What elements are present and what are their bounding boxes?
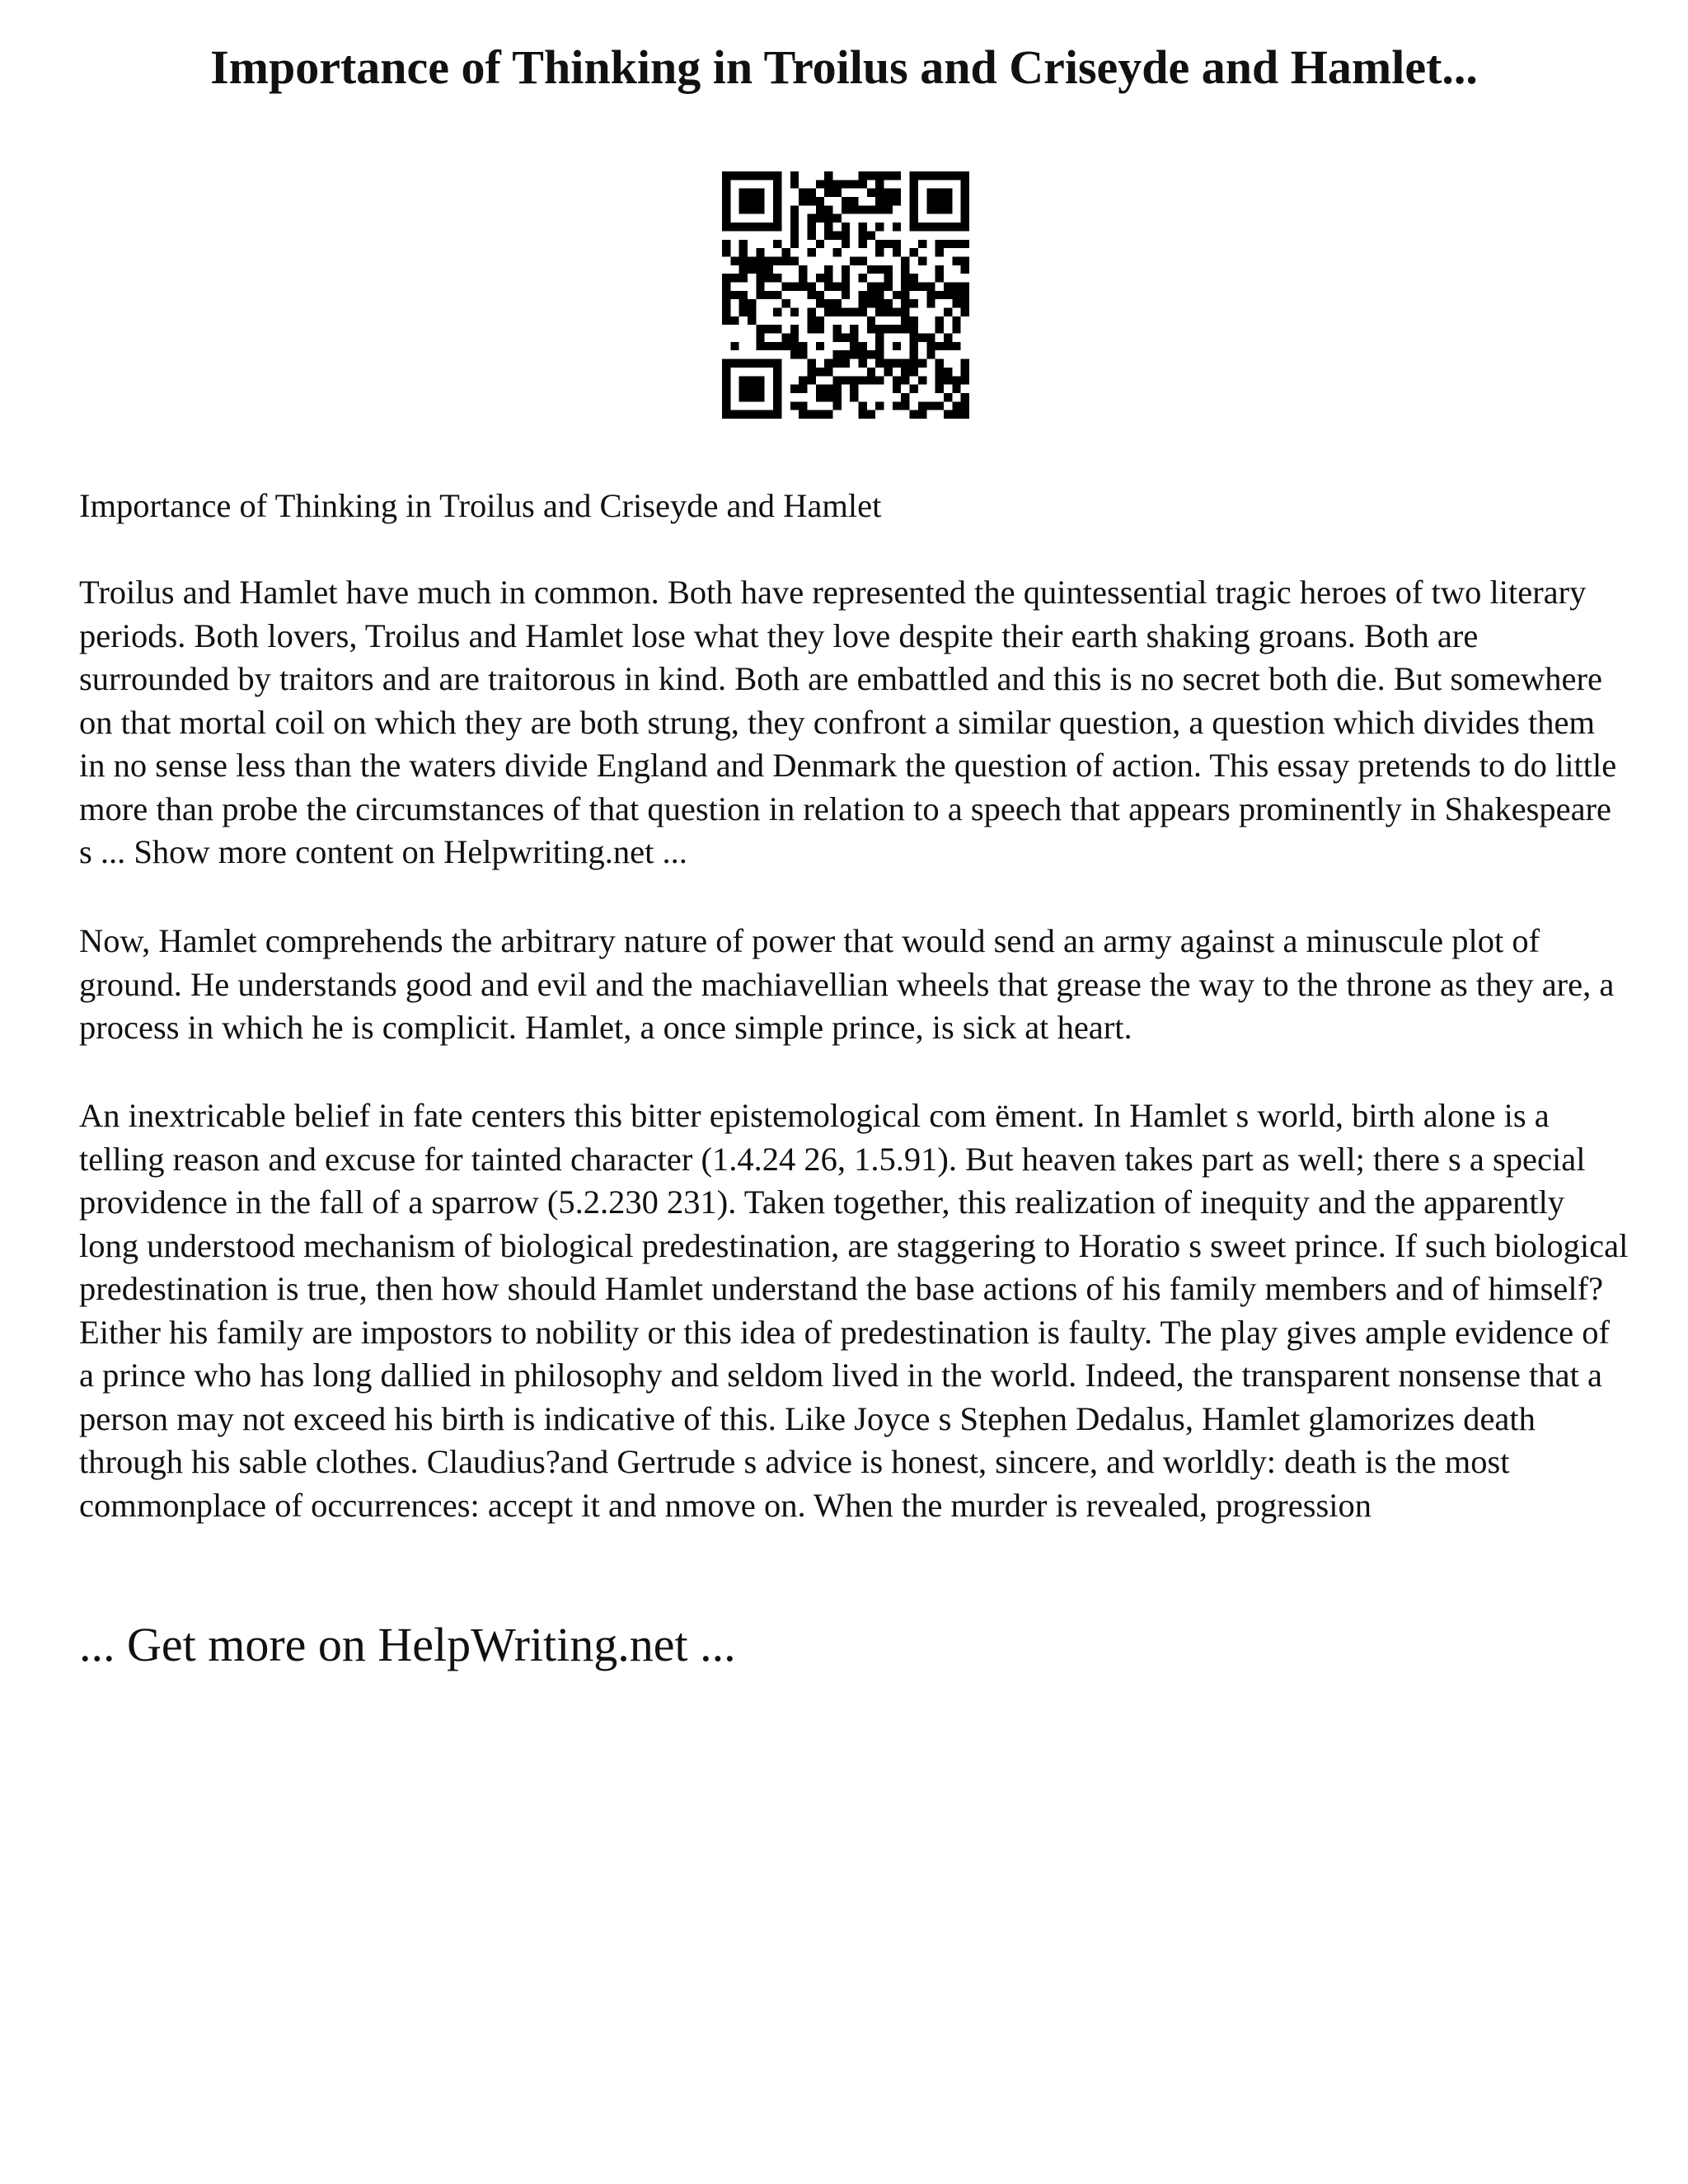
get-more-link[interactable]: ... Get more on HelpWriting.net ... <box>79 1618 736 1671</box>
document-subtitle: Importance of Thinking in Troilus and Criseyde and Hamlet <box>79 487 882 524</box>
paragraph: Now, Hamlet comprehends the arbitrary nature of power that would send an army against a minuscule plot of ground. He understands good and evil and the machiavellian wheels that grease the way to the throne as they are, a process in which he is complicit. Hamlet, a once simple prince, is sick at heart. <box>79 922 1615 1046</box>
qr-code-icon <box>722 171 969 419</box>
document-title: Importance of Thinking in Troilus and Criseyde and Hamlet... <box>210 40 1478 94</box>
paragraph: An inextricable belief in fate centers this bitter epistemological com ëment. In Hamlet s world, birth alone is a telling reason and excuse for tainted character (1.4.24 26, 1.5.91). But heaven takes part as well; there s a special providence in the fall of a sparrow (5.2.230 231). Taken together, this realization of inequity and the apparently long understood mechanism of biological predestination, are staggering to Horatio s sweet prince. If such biological predestination is true, then how should Hamlet understand the base actions of his family members and of himself? Either his family are impostors to nobility or this idea of predestination is faulty. The play gives ample evidence of a prince who has long dallied in philosophy and seldom lived in the world. Indeed, the transparent nonsense that a person may not exceed his birth is indicative of this. Like Joyce s Stephen Dedalus, Hamlet glamorizes death through his sable clothes. Claudius?and Gertrude s advice is honest, sincere, and worldly: death is the most commonplace of occurrences: accept it and nmove on. When the murder is revealed, progression <box>79 1097 1629 1524</box>
paragraph: Troilus and Hamlet have much in common. Both have represented the quintessential tragic heroes of two literary periods. Both lovers, Troilus and Hamlet lose what they love despite their earth shaking groans. Both are surrounded by traitors and are traitorous in kind. Both are embattled and this is no secret both die. But somewhere on that mortal coil on which they are both strung, they confront a similar question, a question which divides them in no sense less than the waters divide England and Denmark the question of action. This essay pretends to do little more than probe the circumstances of that question in relation to a speech that appears prominently in Shakespeare s ... Show more content on Helpwriting.net ... <box>79 574 1617 870</box>
